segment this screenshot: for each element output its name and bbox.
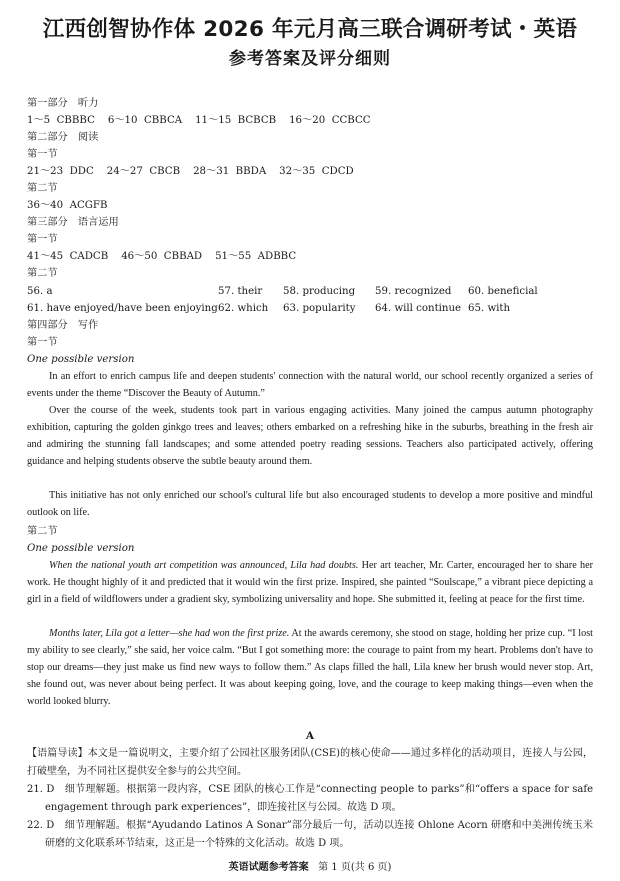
explanation-q21: 21. D 细节理解题。根据第一段内容，CSE 团队的核心工作是“connecting people to parks”和“offers a space for safe engagement through park experiences”，即连接社区与公园。故选 D 项。 (27, 784, 593, 813)
answer-61: 61. have enjoyed/have been enjoying (27, 303, 218, 314)
answer-60: 60. beneficial (468, 286, 538, 297)
exam-subtitle: 参考答案及评分细则 (229, 49, 391, 69)
essay1-paragraph-1: In an effort to enrich campus life and deepen students' connection with the natural world, our school recently organized a series of events under the theme “Discover the Beauty of Autumn.” (27, 371, 593, 399)
essay1-paragraph-2: Over the course of the week, students took part in various engaging activities. Many joined the campus autumn photography exhibition, capturing the golden ginkgo trees and leaves; others embarked on a refreshing hike in the suburbs, breathing in the fresh air and admiring the stunning fall landscapes; and some attended poetry reading sessions. Teachers also participated actively, offering guidance and helping students observe the subtle beauty around them. (27, 405, 593, 467)
given-opening-1: When the national youth art competition was announced, Lila had doubts. (49, 560, 359, 571)
answer-58: 58. producing (283, 286, 356, 297)
part4-section1-heading: 第一节 (27, 337, 58, 348)
given-opening-2: Months later, Lila got a letter—she had won the first prize. (49, 628, 290, 639)
part2-section2-answers: 36～40 ACGFB (27, 200, 108, 211)
part2-section2-heading: 第二节 (27, 183, 58, 194)
answer-62: 62. which (218, 303, 269, 314)
answer-63: 63. popularity (283, 303, 356, 314)
part3-section1-heading: 第一节 (27, 234, 58, 245)
part1-answers: 1～5 CBBBC 6～10 CBBCA 11～15 BCBCB 16～20 CCBCC (27, 115, 371, 126)
essay2-paragraph-2: Months later, Lila got a letter—she had won the first prize. At the awards ceremony, she stood on stage, holding her prize cup. “I lost my ability to see clearly,” she said, her voice calm. “But I got something more: the courage to paint from my heart. Problems don't have to stop our dreams—they just make us find new ways to follow them.” As claps filled the hall, Lila knew her brush would never stop. Art, she found out, was never about being perfect. It was about keeping going, love, and the courage to keep making things—even when the world looked blurry. (27, 628, 593, 707)
part3-section2-heading: 第二节 (27, 268, 58, 279)
page-footer: 英语试题参考答案 第 1 页(共 6 页) (228, 862, 392, 873)
analysis-block (27, 745, 593, 853)
part4-section2-heading: 第二节 (27, 526, 58, 537)
part1-heading: 第一部分 听力 (27, 98, 99, 109)
answer-65: 65. with (468, 303, 511, 314)
answer-57: 57. their (218, 286, 263, 297)
part2-heading: 第二部分 阅读 (27, 132, 99, 143)
section-a-heading: A (305, 730, 315, 742)
answer-64: 64. will continue (375, 303, 462, 314)
explanation-q22: 22. D 细节理解题。根据“Ayudando Latinos A Sonar”部分最后一句，活动以连接 Ohlone Acorn 研磨和中美洲传统玉米研磨的文化联系环节结束，这正是一个特殊的文化活动。故选 D 项。 (27, 820, 593, 849)
part2-section1-answers: 21～23 DDC 24～27 CBCB 28～31 BBDA 32～35 CDCD (27, 166, 354, 177)
essay2-paragraph-1: When the national youth art competition was announced, Lila had doubts. Her art teacher, Mr. Carter, encouraged her to share her work. He thought highly of it and predicted that it would win the first prize. Inspired, she painted “Soulscape,” a vibrant piece depicting a girl in a field of wildflowers under a gradient sky, symbolizing universality and hope. She submitted it, feeling at peace for the first time. (27, 560, 593, 605)
answer-59: 59. recognized (375, 286, 452, 297)
part2-section1-heading: 第一节 (27, 149, 58, 160)
answer-56: 56. a (27, 286, 53, 297)
reading-guide: 【语篇导读】本文是一篇说明文，主要介绍了公园社区服务团队(CSE)的核心使命——通过多样化的活动项目，连接人与公园，打破壁垒，为不同社区提供安全参与的公共空间。 (27, 748, 593, 777)
part3-heading: 第三部分 语言运用 (27, 217, 119, 228)
essay1-paragraph-3: This initiative has not only enriched our school's cultural life but also encouraged students to develop a more positive and mindful outlook on life. (27, 490, 593, 518)
part4-section1-label: One possible version (27, 354, 135, 365)
part3-section1-answers: 41～45 CADCB 46～50 CBBAD 51～55 ADBBC (27, 251, 297, 262)
part4-heading: 第四部分 写作 (27, 320, 99, 331)
exam-title: 江西创智协作体 2026 年元月高三联合调研考试・英语 (42, 17, 578, 42)
part4-section2-label: One possible version (27, 543, 135, 554)
